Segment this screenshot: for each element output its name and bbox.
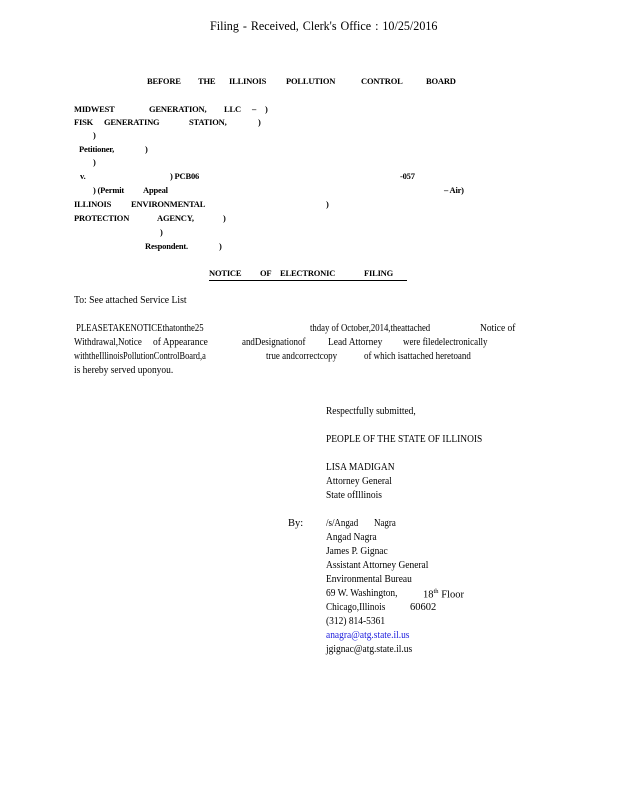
electronic-signature-value: /s/Angad <box>326 518 359 529</box>
paragraph-fragment <box>328 337 388 348</box>
notice-title <box>209 268 407 281</box>
petitioner-word: LLC <box>224 104 241 114</box>
air-label: – Air) <box>444 185 464 195</box>
caption-paren: ) <box>93 157 96 167</box>
paragraph-fragment <box>76 323 230 334</box>
electronic-signature-surname-value: Nagra <box>374 518 396 529</box>
paragraph-text: Withdrawal,Notice <box>74 337 142 348</box>
paragraph-text: andDesignationof <box>242 337 306 348</box>
paragraph-text: were filedelectronically <box>403 337 488 348</box>
email-address-value: jgignac@atg.state.il.us <box>326 644 413 655</box>
attorney-general-title-value: Attorney General <box>326 476 392 487</box>
email-link[interactable] <box>326 630 419 641</box>
paragraph-text: is hereby served uponyou. <box>74 365 174 376</box>
to-line-text: To: See attached Service List <box>74 295 187 306</box>
email-link-text[interactable]: anagra@atg.state.il.us <box>326 630 410 641</box>
caption-paren: ) <box>265 104 268 114</box>
city-state <box>326 602 393 613</box>
paragraph-fragment <box>364 351 490 362</box>
paragraph-fragment <box>266 351 350 362</box>
caption-paren: ) <box>258 117 261 127</box>
respondent-word: PROTECTION <box>74 213 130 223</box>
petitioner-word: GENERATING <box>104 117 160 127</box>
bureau-name <box>326 574 421 585</box>
street-address <box>326 588 405 599</box>
signer-name-value: James P. Gignac <box>326 546 388 557</box>
caption-paren: ) <box>160 227 163 237</box>
signer-name <box>326 532 382 543</box>
signer-name <box>326 546 395 557</box>
caption-paren: ) <box>219 241 222 251</box>
notice-title-word: NOTICE <box>209 268 242 278</box>
caption-paren: ) <box>145 144 148 154</box>
to-line <box>74 295 196 306</box>
electronic-signature <box>326 518 364 529</box>
paragraph-text: of Appearance <box>153 337 208 348</box>
petitioner-word: FISK <box>74 117 94 127</box>
respondent-word: ILLINOIS <box>74 199 112 209</box>
paragraph-fragment <box>403 337 502 348</box>
caption-paren: ) <box>326 199 329 209</box>
closing-text-value: Respectfully submitted, <box>326 406 416 417</box>
zip-code: 60602 <box>410 602 437 613</box>
petitioner-word: STATION, <box>189 117 227 127</box>
permit-label: ) (Permit <box>93 185 124 195</box>
signer-name-value: Angad Nagra <box>326 532 377 543</box>
signer-title-value: Assistant Attorney General <box>326 560 429 571</box>
filing-header-text: Filing - Received, Clerk's Office : 10/25/2016 <box>210 18 438 33</box>
bureau-name-value: Environmental Bureau <box>326 574 412 585</box>
paragraph-fragment <box>480 323 519 334</box>
paragraph-fragment <box>153 337 214 348</box>
floor-suffix: th <box>433 588 439 595</box>
paragraph-text: PLEASETAKENOTICEthatonthe25 <box>76 323 204 334</box>
filing-header <box>210 18 455 34</box>
paragraph-fragment <box>74 351 239 362</box>
email-address <box>326 644 422 655</box>
heading-word: POLLUTION <box>286 76 336 86</box>
heading-word: THE <box>198 76 216 86</box>
paragraph-text: of which isattached heretoand <box>364 351 471 362</box>
phone-number <box>326 616 392 627</box>
versus-label: v. <box>80 171 86 181</box>
pcb-number: ) PCB06 <box>170 171 200 181</box>
paragraph-fragment <box>74 337 154 348</box>
closing-text <box>326 406 426 417</box>
paragraph-fragment <box>242 337 317 348</box>
paragraph-text: true andcorrectcopy <box>266 351 338 362</box>
paragraph-text: Lead Attorney <box>328 337 383 348</box>
petitioner-label: Petitioner, <box>79 144 115 154</box>
floor-number <box>423 588 464 601</box>
paragraph-text: Notice of <box>480 323 516 334</box>
case-suffix: -057 <box>400 171 415 181</box>
caption-paren: ) <box>223 213 226 223</box>
attorney-general-state <box>326 490 388 501</box>
attorney-general-title <box>326 476 399 487</box>
by-label: By: <box>288 518 304 529</box>
paragraph-text: withtheIllinoisPollutionControlBoard,a <box>74 351 206 362</box>
petitioner-word: – <box>252 104 257 114</box>
caption-paren: ) <box>93 130 96 140</box>
paragraph-fragment <box>310 323 455 334</box>
phone-number-value: (312) 814-5361 <box>326 616 386 627</box>
appeal-label: Appeal <box>143 185 168 195</box>
respondent-word: AGENCY, <box>157 213 194 223</box>
paragraph-text: thday of October,2014,theattached <box>310 323 431 334</box>
electronic-signature-surname <box>374 518 400 529</box>
notice-title-word: ELECTRONIC <box>280 268 336 278</box>
heading-word: BOARD <box>426 76 456 86</box>
heading-word: BEFORE <box>147 76 181 86</box>
floor-label: Floor <box>438 589 464 601</box>
petitioner-word: MIDWEST <box>74 104 115 114</box>
attorney-general-name <box>326 462 402 473</box>
party-name <box>326 434 500 445</box>
city-state-value: Chicago,Illinois <box>326 602 386 613</box>
signer-title <box>326 560 440 571</box>
paragraph-fragment <box>74 365 184 376</box>
respondent-word: ENVIRONMENTAL <box>131 199 206 209</box>
heading-word: ILLINOIS <box>229 76 267 86</box>
party-name-value: PEOPLE OF THE STATE OF ILLINOIS <box>326 434 483 445</box>
notice-title-word: OF <box>260 268 272 278</box>
floor-number-value: 18 <box>423 589 434 601</box>
respondent-label: Respondent. <box>145 241 188 251</box>
attorney-general-name-value: LISA MADIGAN <box>326 462 395 473</box>
attorney-general-state-value: State ofIllinois <box>326 490 382 501</box>
petitioner-word: GENERATION, <box>149 104 207 114</box>
heading-word: CONTROL <box>361 76 403 86</box>
notice-title-word: FILING <box>364 268 394 278</box>
street-address-value: 69 W. Washington, <box>326 588 398 599</box>
